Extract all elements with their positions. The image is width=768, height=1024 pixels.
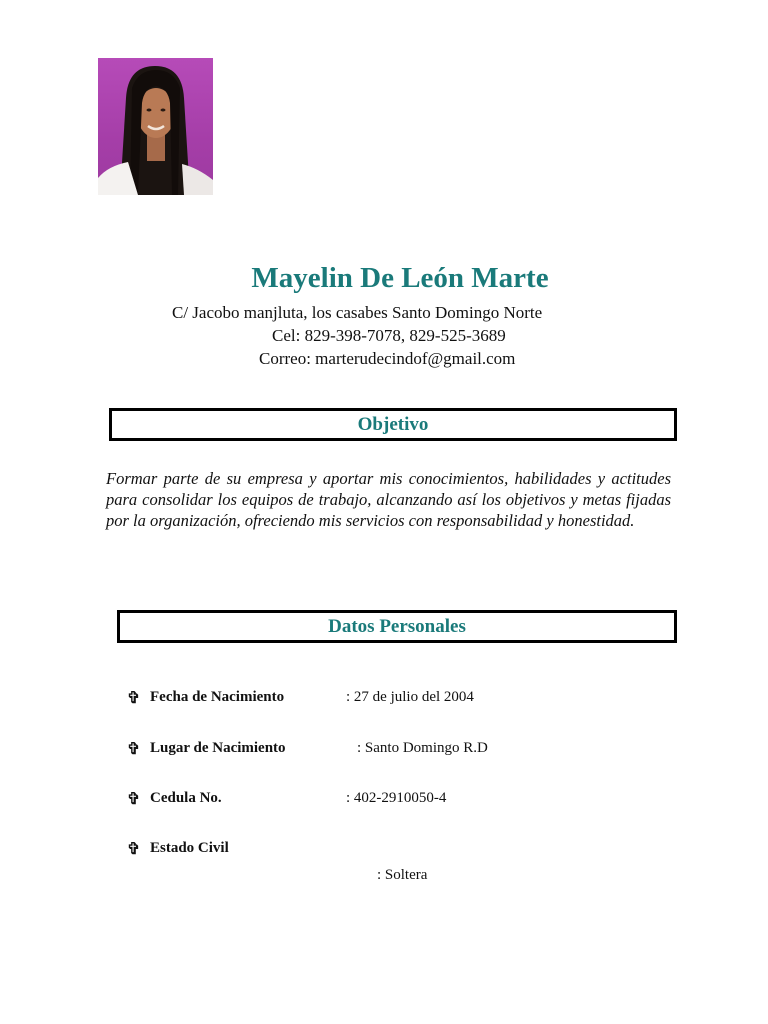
address-line: C/ Jacobo manjluta, los casabes Santo Domingo Norte xyxy=(172,303,543,322)
field-value-marital-status: : Soltera xyxy=(377,867,428,883)
field-value-id-number: : 402-2910050-4 xyxy=(346,790,447,806)
cross-bullet-icon: ✞ xyxy=(127,841,141,858)
personal-data-heading-box xyxy=(117,610,677,643)
objective-heading: Objetivo xyxy=(357,413,429,435)
field-label-id-number: Cedula No. xyxy=(150,790,222,806)
field-label-birth-place: Lugar de Nacimiento xyxy=(150,740,286,756)
objective-heading-box xyxy=(109,408,677,441)
profile-photo xyxy=(98,58,213,195)
cross-bullet-icon: ✞ xyxy=(127,791,141,808)
portrait-illustration xyxy=(98,58,213,195)
email-line: Correo: marterudecindof@gmail.com xyxy=(259,349,516,368)
cross-bullet-icon: ✞ xyxy=(127,690,141,707)
field-value-birth-date: : 27 de julio del 2004 xyxy=(346,689,474,705)
cross-bullet-icon: ✞ xyxy=(127,741,141,758)
field-value-birth-place: : Santo Domingo R.D xyxy=(357,740,488,756)
personal-data-heading: Datos Personales xyxy=(328,615,466,637)
candidate-name: Mayelin De León Marte xyxy=(251,262,549,294)
phone-line: Cel: 829-398-7078, 829-525-3689 xyxy=(272,326,506,345)
field-label-birth-date: Fecha de Nacimiento xyxy=(150,689,285,705)
field-label-marital-status: Estado Civil xyxy=(150,840,229,856)
objective-paragraph: Formar parte de su empresa y aportar mis conocimientos, habilidades y actitudes para consolidar los equipos de trabajo, alcanzando así los objetivos y metas fijadas por la organización, ofreciendo mis servicios con responsabilidad y honestidad. xyxy=(106,469,671,530)
